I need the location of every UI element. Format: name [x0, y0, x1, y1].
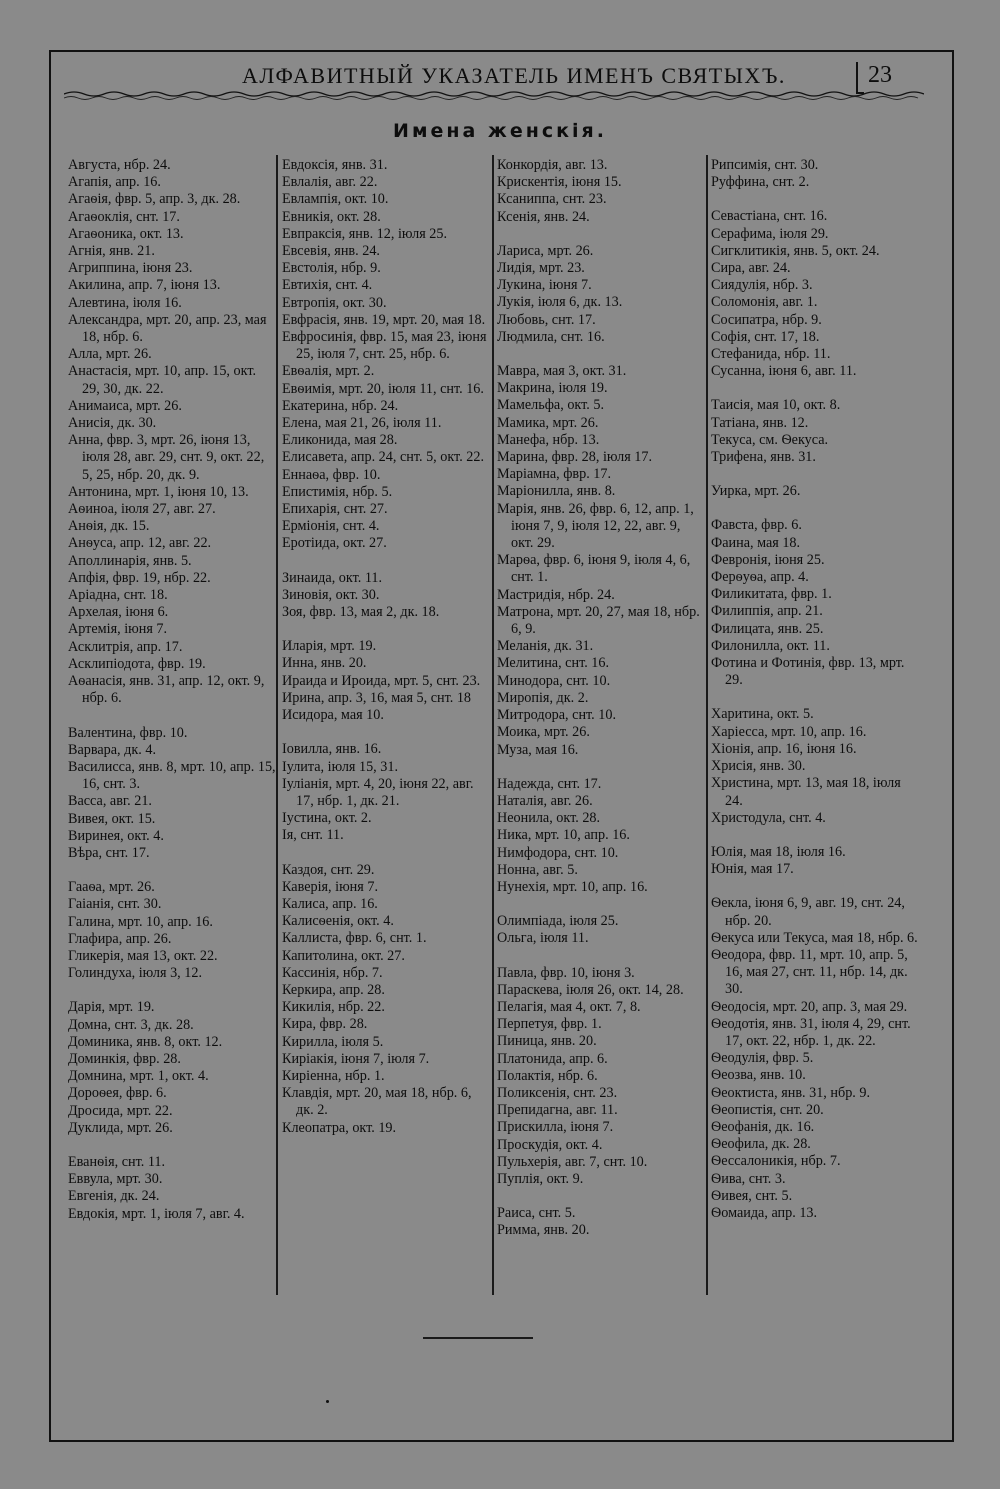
page-number: 23: [868, 62, 892, 88]
name-entry: Зоя, фвр. 13, мая 2, дк. 18.: [282, 604, 440, 621]
name-entry: Ксенія, янв. 24.: [497, 208, 590, 225]
name-entry: Марія, янв. 26, фвр. 6, 12, апр. 1, іюня 7, 9, іюля 12, 22, авг. 9, окт. 29.: [497, 500, 694, 552]
running-title: АЛФАВИТНЫЙ УКАЗАТЕЛЬ ИМЕНЪ СВЯТЫХЪ.: [242, 63, 786, 88]
name-entry: Пульхерія, авг. 7, снт. 10.: [497, 1153, 648, 1170]
name-entry: Ѳеофила, дк. 28.: [711, 1136, 811, 1153]
name-entry: Ѳеодулія, фвр. 5.: [711, 1050, 814, 1067]
name-entry: Евдокія, мрт. 1, іюля 7, авг. 4.: [68, 1205, 245, 1222]
name-entry: Проскудія, окт. 4.: [497, 1136, 603, 1153]
name-entry: Поликсенія, снт. 23.: [497, 1084, 618, 1101]
name-entry: Татіана, янв. 12.: [711, 414, 809, 431]
name-entry: Анастасія, мрт. 10, апр. 15, окт. 29, 30, дк. 22.: [68, 363, 257, 397]
name-entry: Зиновія, окт. 30.: [282, 586, 380, 603]
name-entry: Еротіида, окт. 27.: [282, 535, 387, 552]
name-entry: Зинаида, окт. 11.: [282, 569, 383, 586]
name-entry: Христина, мрт. 13, мая 18, іюля 24.: [711, 775, 901, 809]
names-column-1: [68, 157, 276, 1223]
name-entry: Вивея, окт. 15.: [68, 810, 156, 827]
name-entry: Маріонилла, янв. 8.: [497, 483, 616, 500]
name-entry: Параскева, іюля 26, окт. 14, 28.: [497, 981, 684, 998]
name-entry: Фавста, фвр. 6.: [711, 517, 802, 534]
name-entry: Аріадна, снт. 18.: [68, 587, 168, 604]
name-entry: Ѳеодотія, янв. 31, іюля 4, 29, снт. 17, окт. 22, нбр. 1, дк. 22.: [711, 1015, 911, 1049]
name-entry: Конкордія, авг. 13.: [497, 157, 608, 173]
name-entry: Іустина, окт. 2.: [282, 810, 372, 827]
name-entry: Ѳессалоникія, нбр. 7.: [711, 1153, 841, 1170]
name-entry: Сиядулія, нбр. 3.: [711, 277, 813, 294]
name-entry: Асклипіодота, фвр. 19.: [68, 655, 206, 672]
name-entry: Стефанида, нбр. 11.: [711, 346, 831, 363]
name-entry: Еванѳія, снт. 11.: [68, 1153, 166, 1170]
print-speck: [326, 1400, 329, 1403]
name-entry: Каверія, іюня 7.: [282, 878, 378, 895]
name-entry: Анимаиса, мрт. 26.: [68, 397, 182, 414]
name-entry: Павла, фвр. 10, іюня 3.: [497, 964, 635, 981]
name-entry: Евлалія, авг. 22.: [282, 174, 378, 191]
name-entry: Ѳекуса или Текуса, мая 18, нбр. 6.: [711, 929, 918, 946]
name-entry: Анѳія, дк. 15.: [68, 518, 150, 535]
name-entry: Мавра, мая 3, окт. 31.: [497, 363, 627, 380]
name-entry: Филонилла, окт. 11.: [711, 637, 830, 654]
name-entry: Калисѳенія, окт. 4.: [282, 913, 394, 930]
name-entry: Неонила, окт. 28.: [497, 810, 601, 827]
name-entry: Лукія, іюля 6, дк. 13.: [497, 294, 623, 311]
name-entry: Ѳеозва, янв. 10.: [711, 1067, 806, 1084]
name-entry: Прискилла, іюня 7.: [497, 1119, 614, 1136]
name-entry: Іовилла, янв. 16.: [282, 741, 382, 758]
name-entry: Апфія, фвр. 19, нбр. 22.: [68, 569, 211, 586]
name-entry: Нонна, авг. 5.: [497, 861, 578, 878]
names-column-4: [711, 157, 921, 1222]
name-entry: Лидія, мрт. 23.: [497, 260, 585, 277]
name-entry: Наталія, авг. 26.: [497, 792, 593, 809]
name-entry: Акилина, апр. 7, іюня 13.: [68, 277, 221, 294]
name-entry: Антонина, мрт. 1, іюня 10, 13.: [68, 483, 249, 500]
column-divider: [276, 155, 278, 1295]
name-entry: Агаѳія, фвр. 5, апр. 3, дк. 28.: [68, 191, 241, 208]
name-entry: Евтропія, окт. 30.: [282, 294, 387, 311]
name-entry: Александра, мрт. 20, апр. 23, мая 18, нбр. 6.: [68, 311, 267, 346]
ornamental-rule: [64, 90, 924, 102]
name-entry: Евѳалія, мрт. 2.: [282, 363, 375, 380]
name-entry: Ѳеоктиста, янв. 31, нбр. 9.: [711, 1084, 871, 1101]
name-entry: Васса, авг. 21.: [68, 793, 152, 810]
column-divider: [492, 155, 494, 1295]
name-entry: Евлампія, окт. 10.: [282, 191, 389, 208]
name-entry: Исидора, мая 10.: [282, 707, 384, 724]
name-entry: Гликерія, мая 13, окт. 22.: [68, 947, 218, 964]
name-entry: Платонида, апр. 6.: [497, 1050, 608, 1067]
name-entry: Іуліанія, мрт. 4, 20, іюня 22, авг. 17, нбр. 1, дк. 21.: [282, 775, 474, 809]
name-entry: Февронія, іюня 25.: [711, 551, 825, 568]
name-entry: Хрисія, янв. 30.: [711, 758, 806, 775]
name-entry: Домна, снт. 3, дк. 28.: [68, 1016, 194, 1033]
column-divider: [706, 155, 708, 1295]
name-entry: Римма, янв. 20.: [497, 1222, 590, 1239]
name-entry: Киріакія, іюня 7, іюля 7.: [282, 1050, 430, 1067]
name-entry: Филицата, янв. 25.: [711, 620, 824, 637]
name-entry: Калиса, апр. 16.: [282, 895, 378, 912]
name-entry: Мелитина, снт. 16.: [497, 655, 610, 672]
name-entry: Фаина, мая 18.: [711, 534, 801, 551]
name-entry: Любовь, снт. 17.: [497, 311, 596, 328]
name-entry: Ія, снт. 11.: [282, 827, 344, 844]
name-entry: Пелагія, мая 4, окт. 7, 8.: [497, 998, 641, 1015]
name-entry: Виринея, окт. 4.: [68, 827, 164, 844]
name-entry: Рипсимія, снт. 30.: [711, 157, 819, 173]
name-entry: Сира, авг. 24.: [711, 260, 791, 277]
name-entry: Юлія, мая 18, іюля 16.: [711, 843, 846, 860]
name-entry: Анна, фвр. 3, мрт. 26, іюня 13, іюля 28, авг. 29, снт. 9, окт. 22, 5, 25, нбр. 20, дк. 9.: [68, 432, 265, 483]
name-entry: Филиппія, апр. 21.: [711, 603, 823, 620]
name-entry: Екатерина, нбр. 24.: [282, 397, 399, 414]
name-entry: Дросида, мрт. 22.: [68, 1102, 173, 1119]
names-column-3: [497, 157, 705, 1240]
name-entry: Голиндуха, іюля 3, 12.: [68, 965, 202, 982]
name-entry: Гаіанія, снт. 30.: [68, 896, 162, 913]
name-entry: Меланія, дк. 31.: [497, 638, 594, 655]
name-entry: Пуплія, окт. 9.: [497, 1170, 584, 1187]
name-entry: Керкира, апр. 28.: [282, 981, 385, 998]
name-entry: Миропія, дк. 2.: [497, 689, 589, 706]
name-entry: Нунехія, мрт. 10, апр. 16.: [497, 878, 648, 895]
name-entry: Мамельфа, окт. 5.: [497, 397, 604, 414]
name-entry: Софія, снт. 17, 18.: [711, 328, 820, 345]
name-entry: Августа, нбр. 24.: [68, 157, 171, 173]
name-entry: Ника, мрт. 10, апр. 16.: [497, 827, 630, 844]
name-entry: Христодула, снт. 4.: [711, 809, 826, 826]
name-entry: Елисавета, апр. 24, снт. 5, окт. 22.: [282, 449, 485, 466]
name-entry: Агриппина, іюня 23.: [68, 260, 193, 277]
name-entry: Раиса, снт. 5.: [497, 1205, 576, 1222]
name-entry: Иларія, мрт. 19.: [282, 638, 377, 655]
name-entry: Сусанна, іюня 6, авг. 11.: [711, 363, 857, 380]
name-entry: Марѳа, фвр. 6, іюня 9, іюля 4, 6, снт. 1.: [497, 552, 691, 586]
name-entry: Уирка, мрт. 26.: [711, 483, 801, 500]
name-entry: Дарія, мрт. 19.: [68, 999, 155, 1016]
name-entry: Мамика, мрт. 26.: [497, 414, 599, 431]
name-entry: Евсевія, янв. 24.: [282, 243, 380, 260]
name-entry: Евфросинія, фвр. 15, мая 23, іюня 25, іюля 7, снт. 25, нбр. 6.: [282, 329, 487, 363]
name-entry: Ѳивея, снт. 5.: [711, 1187, 793, 1204]
name-entry: Филикитата, фвр. 1.: [711, 586, 832, 603]
name-entry: Гааѳа, мрт. 26.: [68, 879, 155, 896]
name-entry: Агнія, янв. 21.: [68, 243, 155, 260]
name-entry: Лукина, іюня 7.: [497, 277, 592, 294]
name-entry: Моика, мрт. 26.: [497, 724, 590, 741]
name-entry: Митродора, снт. 10.: [497, 707, 617, 724]
name-entry: Маріамна, фвр. 17.: [497, 466, 612, 483]
name-entry: Аполлинарія, янв. 5.: [68, 552, 192, 569]
name-entry: Крискентія, іюня 15.: [497, 174, 622, 191]
name-entry: Перпетуя, фвр. 1.: [497, 1016, 602, 1033]
name-entry: Ѳеофанія, дк. 16.: [711, 1118, 815, 1135]
name-entry: Валентина, фвр. 10.: [68, 724, 188, 741]
name-entry: Муза, мая 16.: [497, 741, 579, 758]
name-entry: Харіесса, мрт. 10, апр. 16.: [711, 723, 867, 740]
name-entry: Асклитрія, апр. 17.: [68, 638, 183, 655]
name-entry: Лариса, мрт. 26.: [497, 242, 594, 259]
name-entry: Евдоксія, янв. 31.: [282, 157, 388, 173]
name-entry: Пиница, янв. 20.: [497, 1033, 597, 1050]
name-entry: Киріенна, нбр. 1.: [282, 1067, 385, 1084]
name-entry: Клавдія, мрт. 20, мая 18, нбр. 6, дк. 2.: [282, 1085, 472, 1119]
name-entry: Манефа, нбр. 13.: [497, 431, 600, 448]
name-entry: Епихарія, снт. 27.: [282, 501, 388, 518]
name-entry: Кикилія, нбр. 22.: [282, 999, 385, 1016]
name-entry: Фотина и Фотинія, фвр. 13, мрт. 29.: [711, 655, 905, 689]
name-entry: Минодора, снт. 10.: [497, 672, 611, 689]
name-entry: Василисса, янв. 8, мрт. 10, апр. 15, 16, снт. 3.: [68, 758, 276, 793]
name-entry: Домнина, мрт. 1, окт. 4.: [68, 1068, 209, 1085]
name-entry: Ѳива, снт. 3.: [711, 1170, 786, 1187]
name-entry: Агаѳоклія, снт. 17.: [68, 208, 180, 225]
name-entry: Евѳимія, мрт. 20, іюля 11, снт. 16.: [282, 380, 484, 397]
name-entry: Аѳанасія, янв. 31, апр. 12, окт. 9, нбр. 6.: [68, 673, 265, 707]
name-entry: Алла, мрт. 26.: [68, 346, 152, 363]
name-entry: Ольга, іюля 11.: [497, 930, 589, 947]
name-entry: Ѳеопистія, снт. 20.: [711, 1101, 824, 1118]
name-entry: Ксаниппа, снт. 23.: [497, 191, 607, 208]
name-entry: Сосипатра, нбр. 9.: [711, 311, 822, 328]
name-entry: Аѳиноа, іюля 27, авг. 27.: [68, 501, 216, 518]
name-entry: Доминкія, фвр. 28.: [68, 1050, 181, 1067]
name-entry: Анисія, дк. 30.: [68, 415, 157, 432]
name-entry: Марина, фвр. 28, іюля 17.: [497, 449, 653, 466]
names-column-2: [282, 157, 490, 1137]
name-entry: Доминика, янв. 8, окт. 12.: [68, 1033, 223, 1050]
name-entry: Архелая, іюня 6.: [68, 604, 169, 621]
name-entry: Вѣра, снт. 17.: [68, 844, 150, 861]
name-entry: Матрона, мрт. 20, 27, мая 18, нбр. 6, 9.: [497, 603, 700, 638]
name-entry: Варвара, дк. 4.: [68, 741, 156, 758]
name-entry: Ѳеодора, фвр. 11, мрт. 10, апр. 5, 16, мая 27, снт. 11, нбр. 14, дк. 30.: [711, 946, 908, 998]
name-entry: Агаѳоника, окт. 13.: [68, 225, 184, 242]
name-entry: Глафира, апр. 26.: [68, 930, 172, 947]
name-entry: Препидагна, авг. 11.: [497, 1102, 618, 1119]
name-entry: Кира, фвр. 28.: [282, 1016, 368, 1033]
name-entry: Полактія, нбр. 6.: [497, 1067, 598, 1084]
name-entry: Олимпіада, іюля 25.: [497, 913, 619, 930]
name-entry: Евтихія, снт. 4.: [282, 277, 373, 294]
name-entry: Ферѳуѳа, апр. 4.: [711, 569, 809, 586]
name-entry: Епистимія, нбр. 5.: [282, 483, 393, 500]
name-entry: Харитина, окт. 5.: [711, 706, 814, 723]
name-entry: Евникія, окт. 28.: [282, 208, 381, 225]
name-entry: Еликонида, мая 28.: [282, 432, 398, 449]
name-entry: Еннаѳа, фвр. 10.: [282, 466, 381, 483]
name-entry: Каллиста, фвр. 6, снт. 1.: [282, 930, 427, 947]
name-entry: Артемія, іюня 7.: [68, 621, 168, 638]
name-entry: Каздоя, снт. 29.: [282, 861, 375, 878]
name-entry: Текуса, см. Ѳекуса.: [711, 431, 829, 448]
name-entry: Ерміонія, снт. 4.: [282, 518, 380, 535]
name-entry: Клеопатра, окт. 19.: [282, 1119, 397, 1136]
name-entry: Мастридія, нбр. 24.: [497, 586, 615, 603]
name-entry: Ѳеодосія, мрт. 20, апр. 3, мая 29.: [711, 998, 908, 1015]
name-entry: Макрина, іюля 19.: [497, 380, 608, 397]
name-entry: Соломонія, авг. 1.: [711, 294, 818, 311]
name-entry: Агапія, апр. 16.: [68, 174, 161, 191]
name-entry: Галина, мрт. 10, апр. 16.: [68, 913, 213, 930]
name-entry: Таисія, мая 10, окт. 8.: [711, 397, 841, 414]
name-entry: Руффина, снт. 2.: [711, 174, 810, 191]
name-entry: Ирина, апр. 3, 16, мая 5, снт. 18: [282, 689, 472, 706]
name-entry: Евфрасія, янв. 19, мрт. 20, мая 18.: [282, 311, 486, 328]
name-entry: Нимфодора, снт. 10.: [497, 844, 619, 861]
name-entry: Евпраксія, янв. 12, іюля 25.: [282, 225, 448, 242]
section-title: Имена женскія.: [393, 120, 607, 142]
name-entry: Надежда, снт. 17.: [497, 775, 602, 792]
name-entry: Сигклитикія, янв. 5, окт. 24.: [711, 242, 880, 259]
name-entry: Іулита, іюля 15, 31.: [282, 758, 398, 775]
name-entry: Серафима, іюля 29.: [711, 225, 829, 242]
name-entry: Ѳекла, іюня 6, 9, авг. 19, снт. 24, нбр. 20.: [711, 895, 905, 929]
name-entry: Дуклида, мрт. 26.: [68, 1119, 173, 1136]
name-entry: Ѳомаида, апр. 13.: [711, 1204, 818, 1221]
name-entry: Капитолина, окт. 27.: [282, 947, 405, 964]
end-rule: [423, 1337, 533, 1339]
name-entry: Алевтина, іюля 16.: [68, 294, 182, 311]
name-entry: Анѳуса, апр. 12, авг. 22.: [68, 535, 212, 552]
name-entry: Евгенія, дк. 24.: [68, 1188, 160, 1205]
name-entry: Кассинія, нбр. 7.: [282, 964, 383, 981]
name-entry: Ираида и Ироида, мрт. 5, снт. 23.: [282, 672, 481, 689]
name-entry: Елена, мая 21, 26, іюля 11.: [282, 415, 442, 432]
name-entry: Юнія, мая 17.: [711, 861, 794, 878]
name-entry: Людмила, снт. 16.: [497, 328, 605, 345]
name-entry: Хіонія, апр. 16, іюня 16.: [711, 740, 857, 757]
name-entry: Евстолія, нбр. 9.: [282, 260, 381, 277]
name-entry: Трифена, янв. 31.: [711, 449, 816, 466]
name-entry: Еввула, мрт. 30.: [68, 1171, 163, 1188]
name-entry: Кирилла, іюля 5.: [282, 1033, 384, 1050]
name-entry: Севастіана, снт. 16.: [711, 208, 828, 225]
name-entry: Дороѳея, фвр. 6.: [68, 1085, 167, 1102]
name-entry: Инна, янв. 20.: [282, 655, 367, 672]
